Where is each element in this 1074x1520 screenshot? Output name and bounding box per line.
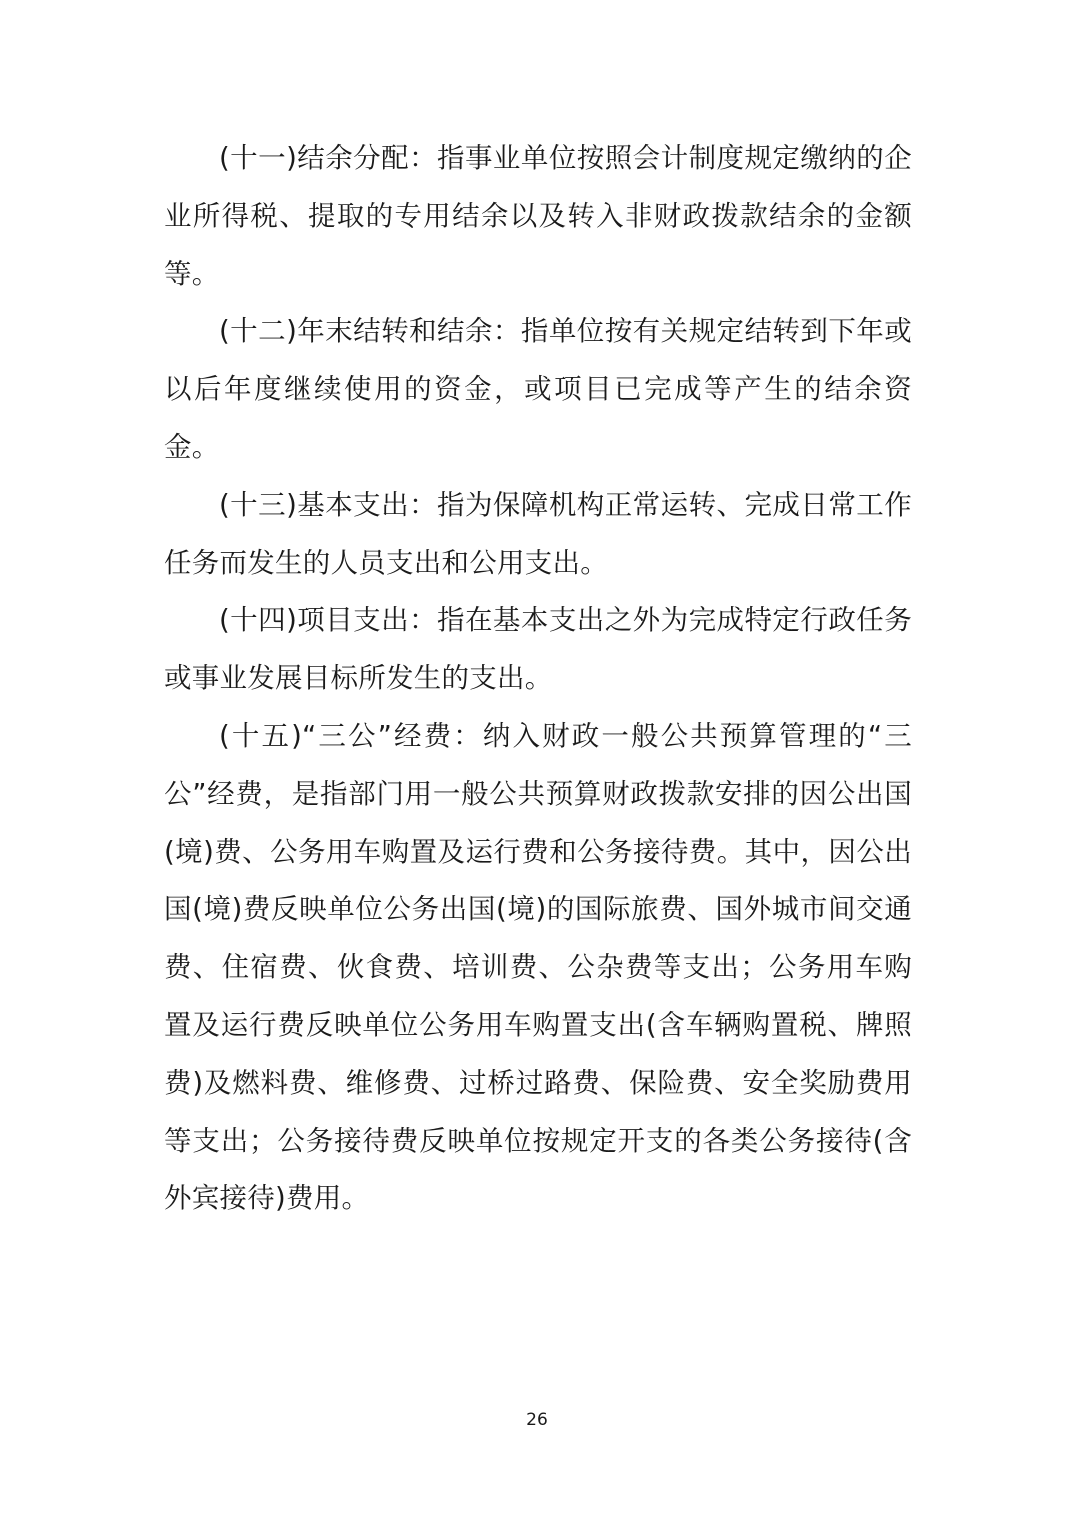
paragraph-project-expenditure: (十四)项目支出：指在基本支出之外为完成特定行政任务或事业发展目标所发生的支出。: [164, 604, 912, 695]
paragraph-surplus-distribution: (十一)结余分配：指事业单位按照会计制度规定缴纳的企业所得税、提取的专用结余以及转入非财政拨款结余的金额等。: [164, 142, 912, 290]
document-body: [164, 130, 912, 1228]
paragraph-year-end-carryover: (十二)年末结转和结余：指单位按有关规定结转到下年或以后年度继续使用的资金，或项目已完成等产生的结余资金。: [164, 315, 912, 463]
paragraph-basic-expenditure: (十三)基本支出：指为保障机构正常运转、完成日常工作任务而发生的人员支出和公用支出。: [164, 488, 912, 579]
page-number: 26: [526, 1410, 548, 1430]
paragraph-three-public-expenses: (十五)“三公”经费：纳入财政一般公共预算管理的“三公”经费，是指部门用一般公共预算财政拨款安排的因公出国(境)费、公务用车购置及运行费和公务接待费。其中，因公出国(境)费反映单位公务出国(境)的国际旅费、国外城市间交通费、住宿费、伙食费、培训费、公杂费等支出；公务用车购置及运行费反映单位公务用车购置支出(含车辆购置税、牌照费)及燃料费、维修费、过桥过路费、保险费、安全奖励费用等支出；公务接待费反映单位按规定开支的各类公务接待(含外宾接待)费用。: [164, 719, 912, 1215]
